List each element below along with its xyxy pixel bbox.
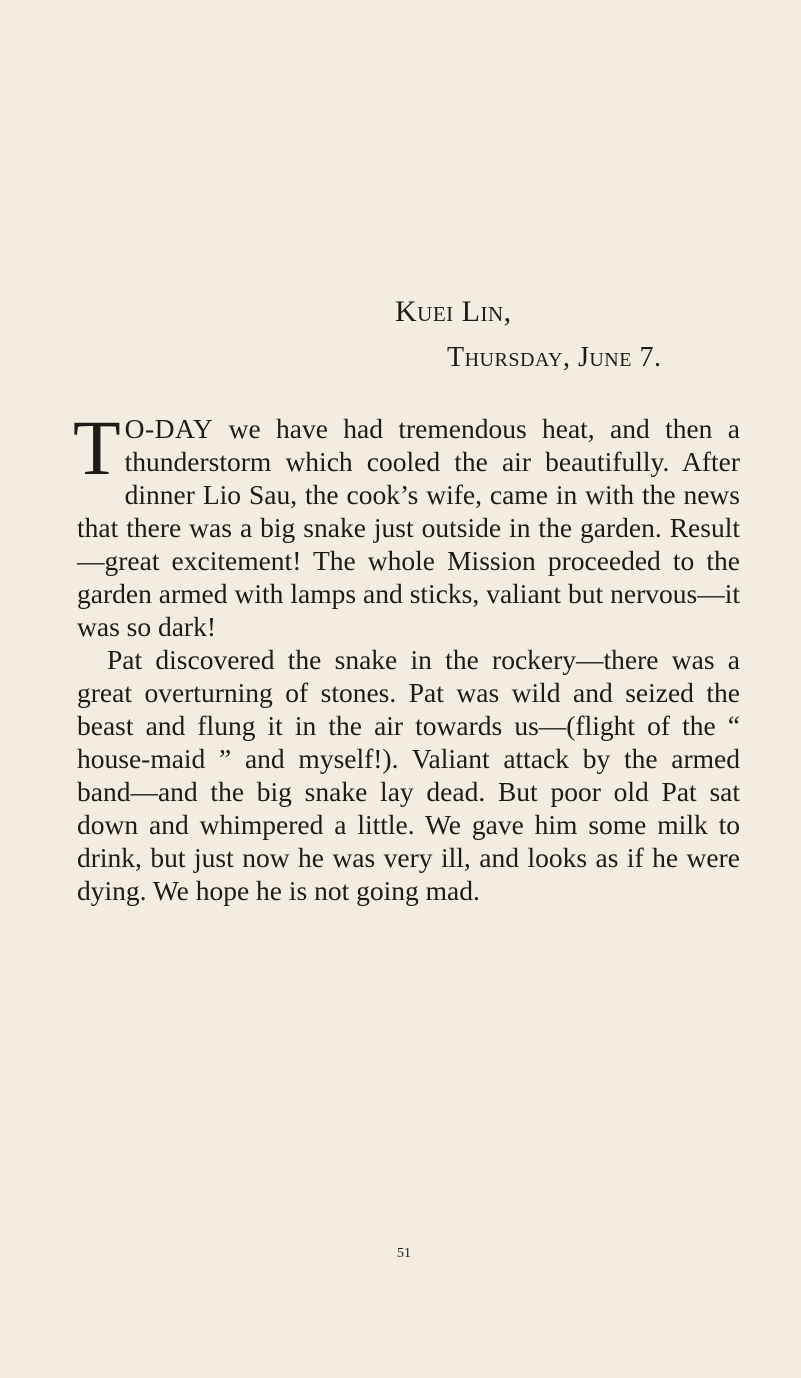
place-heading: Kuei Lin, bbox=[395, 295, 512, 328]
diary-entry bbox=[73, 404, 740, 907]
drop-cap: T bbox=[73, 404, 121, 491]
lead-word: O-DAY bbox=[124, 413, 214, 444]
date-heading: Thursday, June 7. bbox=[447, 342, 662, 373]
page-number: 51 bbox=[397, 1246, 411, 1261]
paragraph-1-text: we have had tremendous heat, and then a thunderstorm which cooled the air beautifully. After dinner Lio Sau, the cook’s wife, came in with the news that there was a big snake just outside in the garden. Result—great excitement! The whole Mission proceeded to the garden armed with lamps and sticks, valiant but nervous—it was so dark! bbox=[77, 413, 740, 642]
paragraph-2-text: Pat discovered the snake in the rockery—there was a great overturning of stones. Pat was wild and seized the beast and flung it in the air towards us—(flight of the “ house-maid ” and myself!). Valiant attack by the armed band—and the big snake lay dead. But poor old Pat sat down and whimpered a little. We gave him some milk to drink, but just now he was very ill, and looks as if he were dying. We hope he is not going mad. bbox=[77, 644, 740, 906]
paragraph-1 bbox=[73, 404, 740, 643]
paragraph-2 bbox=[77, 643, 740, 907]
